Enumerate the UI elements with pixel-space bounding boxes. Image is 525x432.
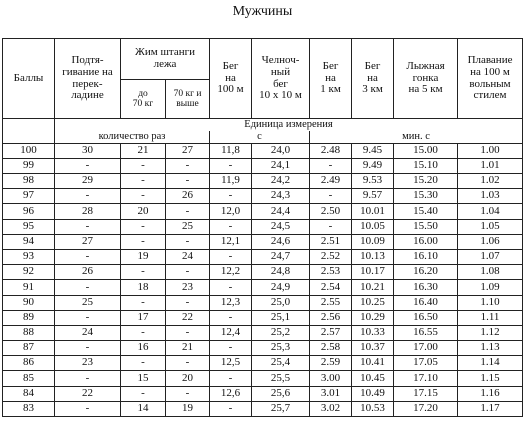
table-cell: 1.03 [458,189,523,204]
table-cell: 10.41 [352,356,394,371]
table-cell: - [210,189,252,204]
table-cell: 12,0 [210,204,252,219]
table-cell: - [121,386,166,401]
table-cell: 15 [121,371,166,386]
points-unit-blank [3,119,55,144]
points-cell: 97 [3,189,55,204]
table-cell: 1.17 [458,401,523,416]
table-row [3,158,523,173]
col-header-bench-up-to-70: до 70 кг [121,80,166,119]
table-cell: - [166,386,210,401]
col-header-bench-70-plus: 70 кг и выше [166,80,210,119]
col-header-run-100m: Бег на 100 м [210,39,252,119]
table-cell: - [166,234,210,249]
table-cell: - [121,219,166,234]
table-row [3,295,523,310]
table-cell: 2.56 [310,310,352,325]
table-cell: 24,6 [252,234,310,249]
table-cell: 10.21 [352,280,394,295]
table-cell: 25,3 [252,341,310,356]
table-cell: 24,2 [252,174,310,189]
table-cell: - [55,280,121,295]
table-cell: - [55,219,121,234]
table-cell: 20 [166,371,210,386]
table-cell: 9.49 [352,158,394,173]
table-cell: - [166,158,210,173]
table-cell: 3.02 [310,401,352,416]
table-cell: 10.33 [352,325,394,340]
table-cell: - [166,174,210,189]
table-cell: - [166,204,210,219]
table-cell: - [121,356,166,371]
table-row [3,401,523,416]
table-cell: 2.50 [310,204,352,219]
table-cell: 25,6 [252,386,310,401]
table-row [3,341,523,356]
table-row [3,189,523,204]
table-row [3,371,523,386]
table-cell: 1.07 [458,249,523,264]
table-cell: - [55,371,121,386]
table-cell: 2.59 [310,356,352,371]
table-cell: 23 [166,280,210,295]
table-row [3,280,523,295]
table-cell: 10.37 [352,341,394,356]
table-cell: 25,7 [252,401,310,416]
table-cell: 1.08 [458,265,523,280]
table-cell: 10.09 [352,234,394,249]
table-cell: 25 [55,295,121,310]
table-cell: 14 [121,401,166,416]
table-cell: 16 [121,341,166,356]
table-cell: 16.10 [394,249,458,264]
table-body [3,143,523,416]
table-cell: 2.49 [310,174,352,189]
table-cell: 10.53 [352,401,394,416]
points-cell: 95 [3,219,55,234]
table-cell: 16.50 [394,310,458,325]
table-cell: - [210,310,252,325]
table-row [3,249,523,264]
unit-caption: Единица измерения [55,119,523,131]
table-cell: - [121,325,166,340]
table-cell: - [121,174,166,189]
table-cell: 17.15 [394,386,458,401]
table-cell: - [121,234,166,249]
unit-min-sec: мин. с [310,131,523,143]
table-cell: - [121,158,166,173]
table-cell: 15.20 [394,174,458,189]
table-cell: 11,8 [210,143,252,158]
points-cell: 90 [3,295,55,310]
table-cell: 11,9 [210,174,252,189]
table-cell: 17.00 [394,341,458,356]
table-cell: 15.00 [394,143,458,158]
table-row [3,310,523,325]
page-title: Мужчины [232,4,293,19]
table-cell: - [121,265,166,280]
table-row [3,204,523,219]
table-cell: 2.58 [310,341,352,356]
table-row [3,325,523,340]
table-cell: - [210,249,252,264]
table-cell: 1.09 [458,280,523,295]
table-cell: 1.01 [458,158,523,173]
points-cell: 91 [3,280,55,295]
table-cell: 25,4 [252,356,310,371]
table-cell: 24 [55,325,121,340]
table-cell: 21 [166,341,210,356]
table-cell: - [166,265,210,280]
table-cell: 3.00 [310,371,352,386]
table-cell: 12,5 [210,356,252,371]
table-row [3,234,523,249]
table-cell: 24,3 [252,189,310,204]
table-cell: 24,8 [252,265,310,280]
table-cell: 10.13 [352,249,394,264]
table-cell: 2.52 [310,249,352,264]
table-cell: 24,1 [252,158,310,173]
table-cell: - [210,219,252,234]
table-cell: 1.12 [458,325,523,340]
table-cell: - [55,189,121,204]
table-cell: 25,0 [252,295,310,310]
table-cell: 22 [166,310,210,325]
table-cell: 22 [55,386,121,401]
table-cell: - [166,356,210,371]
table-cell: 26 [55,265,121,280]
table-row [3,174,523,189]
table-cell: 21 [121,143,166,158]
table-cell: - [310,158,352,173]
table-cell: - [210,341,252,356]
table-cell: 15.30 [394,189,458,204]
table-row [3,386,523,401]
col-header-pullups: Подтя- гивание на перек- ладине [55,39,121,119]
table-cell: 25,1 [252,310,310,325]
table-cell: - [55,249,121,264]
table-cell: - [166,325,210,340]
table-cell: 2.53 [310,265,352,280]
points-cell: 98 [3,174,55,189]
table-cell: - [210,158,252,173]
table-row [3,265,523,280]
table-cell: 30 [55,143,121,158]
points-cell: 89 [3,310,55,325]
table-cell: 24,7 [252,249,310,264]
table-cell: 25,2 [252,325,310,340]
points-cell: 93 [3,249,55,264]
table-cell: 12,2 [210,265,252,280]
table-cell: 2.54 [310,280,352,295]
table-cell: 1.05 [458,219,523,234]
table-cell: 10.45 [352,371,394,386]
table-cell: 1.02 [458,174,523,189]
table-cell: 1.14 [458,356,523,371]
table-cell: 12,3 [210,295,252,310]
points-cell: 85 [3,371,55,386]
table-cell: 3.01 [310,386,352,401]
table-cell: 1.00 [458,143,523,158]
table-cell: 9.45 [352,143,394,158]
table-cell: - [121,189,166,204]
table-cell: 20 [121,204,166,219]
points-cell: 94 [3,234,55,249]
points-cell: 83 [3,401,55,416]
col-header-shuttle-run: Челноч- ный бег 10 х 10 м [252,39,310,119]
table-cell: 25 [166,219,210,234]
col-header-bench-press: Жим штанги лежа [121,39,210,80]
table-cell: 19 [121,249,166,264]
table-cell: 10.17 [352,265,394,280]
table-cell: 12,4 [210,325,252,340]
table-cell: 16.00 [394,234,458,249]
table-cell: 1.10 [458,295,523,310]
col-header-points: Баллы [3,39,55,119]
col-header-swim-100m: Плавание на 100 м вольным стилем [458,39,523,119]
points-cell: 96 [3,204,55,219]
table-cell: 28 [55,204,121,219]
table-cell: 16.55 [394,325,458,340]
points-cell: 100 [3,143,55,158]
table-row [3,356,523,371]
table-cell: 27 [55,234,121,249]
table-cell: 1.06 [458,234,523,249]
norms-table [2,38,523,417]
table-cell: 17.20 [394,401,458,416]
table-cell: 24,5 [252,219,310,234]
points-cell: 84 [3,386,55,401]
table-cell: 17.10 [394,371,458,386]
table-cell: 15.50 [394,219,458,234]
table-cell: 10.25 [352,295,394,310]
table-cell: - [55,341,121,356]
table-cell: - [210,371,252,386]
unit-sec: с [210,131,310,143]
table-cell: 25,5 [252,371,310,386]
table-cell: - [121,295,166,310]
table-cell: 17 [121,310,166,325]
points-cell: 86 [3,356,55,371]
table-cell: 10.05 [352,219,394,234]
table-cell: 1.15 [458,371,523,386]
table-cell: 2.48 [310,143,352,158]
points-cell: 99 [3,158,55,173]
table-cell: 23 [55,356,121,371]
table-row [3,219,523,234]
table-cell: 27 [166,143,210,158]
table-row [3,143,523,158]
table-cell: - [55,401,121,416]
table-cell: 12,1 [210,234,252,249]
table-cell: 15.10 [394,158,458,173]
table-cell: 19 [166,401,210,416]
points-cell: 87 [3,341,55,356]
table-cell: 24 [166,249,210,264]
table-cell: - [210,401,252,416]
table-cell: 12,6 [210,386,252,401]
col-header-ski-5km: Лыжная гонка на 5 км [394,39,458,119]
table-cell: 10.49 [352,386,394,401]
points-cell: 88 [3,325,55,340]
table-cell: 18 [121,280,166,295]
table-cell: 2.55 [310,295,352,310]
table-cell: 26 [166,189,210,204]
table-cell: 9.53 [352,174,394,189]
table-cell: 1.11 [458,310,523,325]
table-cell: 1.04 [458,204,523,219]
table-cell: 10.29 [352,310,394,325]
table-cell: 2.57 [310,325,352,340]
table-cell: - [310,189,352,204]
table-cell: 15.40 [394,204,458,219]
table-cell: 17.05 [394,356,458,371]
table-cell: 16.20 [394,265,458,280]
table-cell: 1.13 [458,341,523,356]
table-cell: 29 [55,174,121,189]
table-cell: 1.16 [458,386,523,401]
col-header-run-3km: Бег на 3 км [352,39,394,119]
table-cell: - [210,280,252,295]
points-cell: 92 [3,265,55,280]
table-cell: - [55,310,121,325]
table-cell: - [310,219,352,234]
table-cell: 16.40 [394,295,458,310]
table-cell: - [166,295,210,310]
unit-count: количество раз [55,131,210,143]
table-cell: 24,9 [252,280,310,295]
table-cell: 10.01 [352,204,394,219]
table-cell: 2.51 [310,234,352,249]
table-cell: - [55,158,121,173]
col-header-run-1km: Бег на 1 км [310,39,352,119]
table-cell: 9.57 [352,189,394,204]
table-cell: 24,0 [252,143,310,158]
table-cell: 24,4 [252,204,310,219]
table-cell: 16.30 [394,280,458,295]
